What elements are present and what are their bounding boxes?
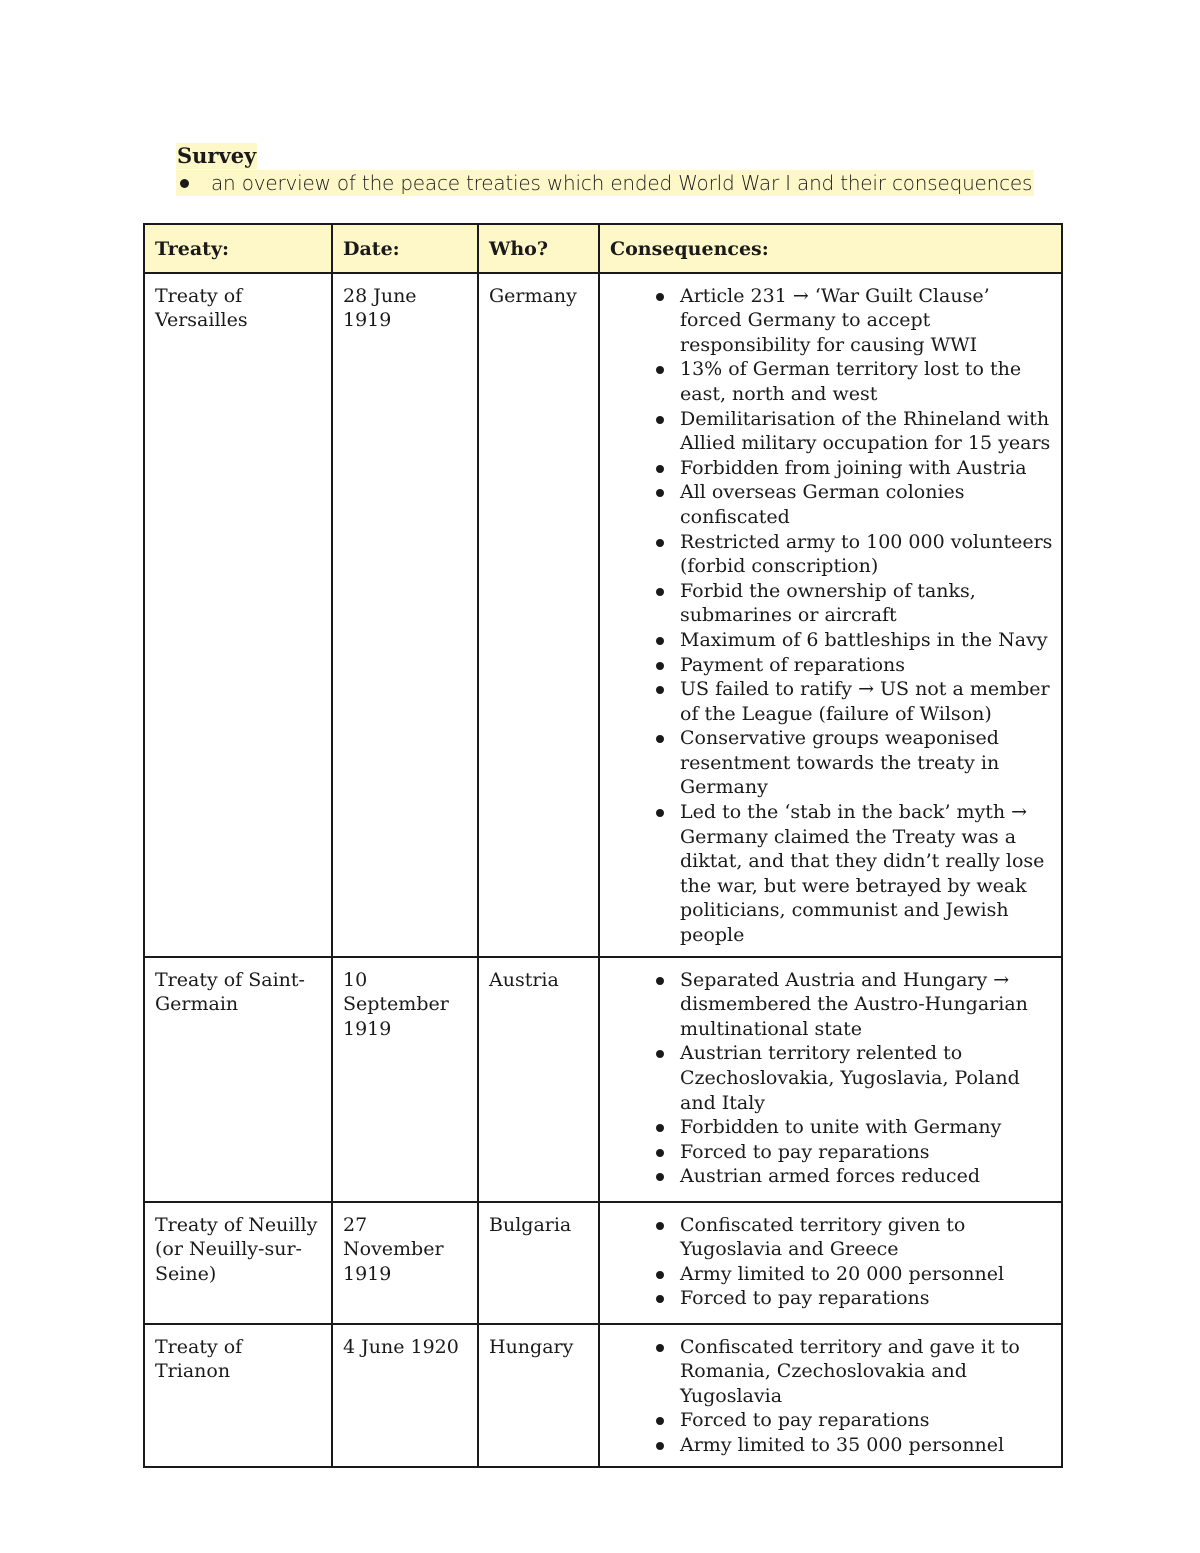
list-item: Austrian armed forces reduced xyxy=(610,1164,1053,1189)
subtitle-bullet xyxy=(176,170,1034,196)
list-item: Austrian territory relented to Czechoslovakia, Yugoslavia, Poland and Italy xyxy=(610,1041,1053,1115)
list-item: Conservative groups weaponised resentment towards the treaty in Germany xyxy=(610,726,1053,800)
list-item: Payment of reparations xyxy=(610,653,1053,678)
list-item: All overseas German colonies confiscated xyxy=(610,480,1053,529)
consequences-list xyxy=(610,968,1053,1189)
header-who: Who? xyxy=(478,224,599,273)
list-item: Separated Austria and Hungary → dismembered the Austro-Hungarian multinational state xyxy=(610,968,1053,1042)
list-item: Army limited to 35 000 personnel xyxy=(610,1433,1053,1458)
consequences-cell xyxy=(599,1324,1062,1467)
treaty-cell: Treaty of Versailles xyxy=(144,273,332,957)
list-item: Article 231 → ‘War Guilt Clause’ forced Germany to accept responsibility for causing WWI xyxy=(610,284,1053,358)
list-item: Led to the ‘stab in the back’ myth → Germany claimed the Treaty was a diktat, and that they didn’t really lose the war, but were betrayed by weak politicians, communist and Jewish people xyxy=(610,800,1053,948)
treaty-cell: Treaty of Trianon xyxy=(144,1324,332,1467)
list-item: Forced to pay reparations xyxy=(610,1408,1053,1433)
table-row xyxy=(144,273,1062,957)
header-date: Date: xyxy=(332,224,478,273)
list-item: Army limited to 20 000 personnel xyxy=(610,1262,1053,1287)
treaty-table xyxy=(143,223,1063,1468)
list-item: Confiscated territory and gave it to Romania, Czechoslovakia and Yugoslavia xyxy=(610,1335,1053,1409)
table-row xyxy=(144,1324,1062,1467)
list-item: US failed to ratify → US not a member of the League (failure of Wilson) xyxy=(610,677,1053,726)
table-row xyxy=(144,957,1062,1202)
list-item: Demilitarisation of the Rhineland with Allied military occupation for 15 years xyxy=(610,407,1053,456)
consequences-cell xyxy=(599,957,1062,1202)
list-item: Confiscated territory given to Yugoslavia and Greece xyxy=(610,1213,1053,1262)
bullet-icon xyxy=(180,179,189,188)
list-item: Forbid the ownership of tanks, submarines or aircraft xyxy=(610,579,1053,628)
consequences-list xyxy=(610,284,1053,948)
consequences-list xyxy=(610,1335,1053,1458)
table-row xyxy=(144,1202,1062,1324)
list-item: 13% of German territory lost to the east, north and west xyxy=(610,357,1053,406)
date-cell: 10 September 1919 xyxy=(332,957,478,1202)
treaty-cell: Treaty of Saint-Germain xyxy=(144,957,332,1202)
page-title: Survey xyxy=(177,143,257,168)
list-item: Forced to pay reparations xyxy=(610,1286,1053,1311)
consequences-cell xyxy=(599,1202,1062,1324)
list-item: Maximum of 6 battleships in the Navy xyxy=(610,628,1053,653)
header-treaty: Treaty: xyxy=(144,224,332,273)
list-item: Forced to pay reparations xyxy=(610,1140,1053,1165)
date-cell: 27 November 1919 xyxy=(332,1202,478,1324)
treaty-cell: Treaty of Neuilly (or Neuilly-sur-Seine) xyxy=(144,1202,332,1324)
who-cell: Germany xyxy=(478,273,599,957)
who-cell: Bulgaria xyxy=(478,1202,599,1324)
list-item: Forbidden from joining with Austria xyxy=(610,456,1053,481)
table-header-row xyxy=(144,224,1062,273)
date-cell: 4 June 1920 xyxy=(332,1324,478,1467)
header-consequences: Consequences: xyxy=(599,224,1062,273)
date-cell: 28 June 1919 xyxy=(332,273,478,957)
consequences-cell xyxy=(599,273,1062,957)
list-item: Forbidden to unite with Germany xyxy=(610,1115,1053,1140)
subtitle-text: an overview of the peace treaties which ended World War I and their consequences xyxy=(211,171,1033,195)
consequences-list xyxy=(610,1213,1053,1311)
who-cell: Hungary xyxy=(478,1324,599,1467)
list-item: Restricted army to 100 000 volunteers (forbid conscription) xyxy=(610,530,1053,579)
who-cell: Austria xyxy=(478,957,599,1202)
